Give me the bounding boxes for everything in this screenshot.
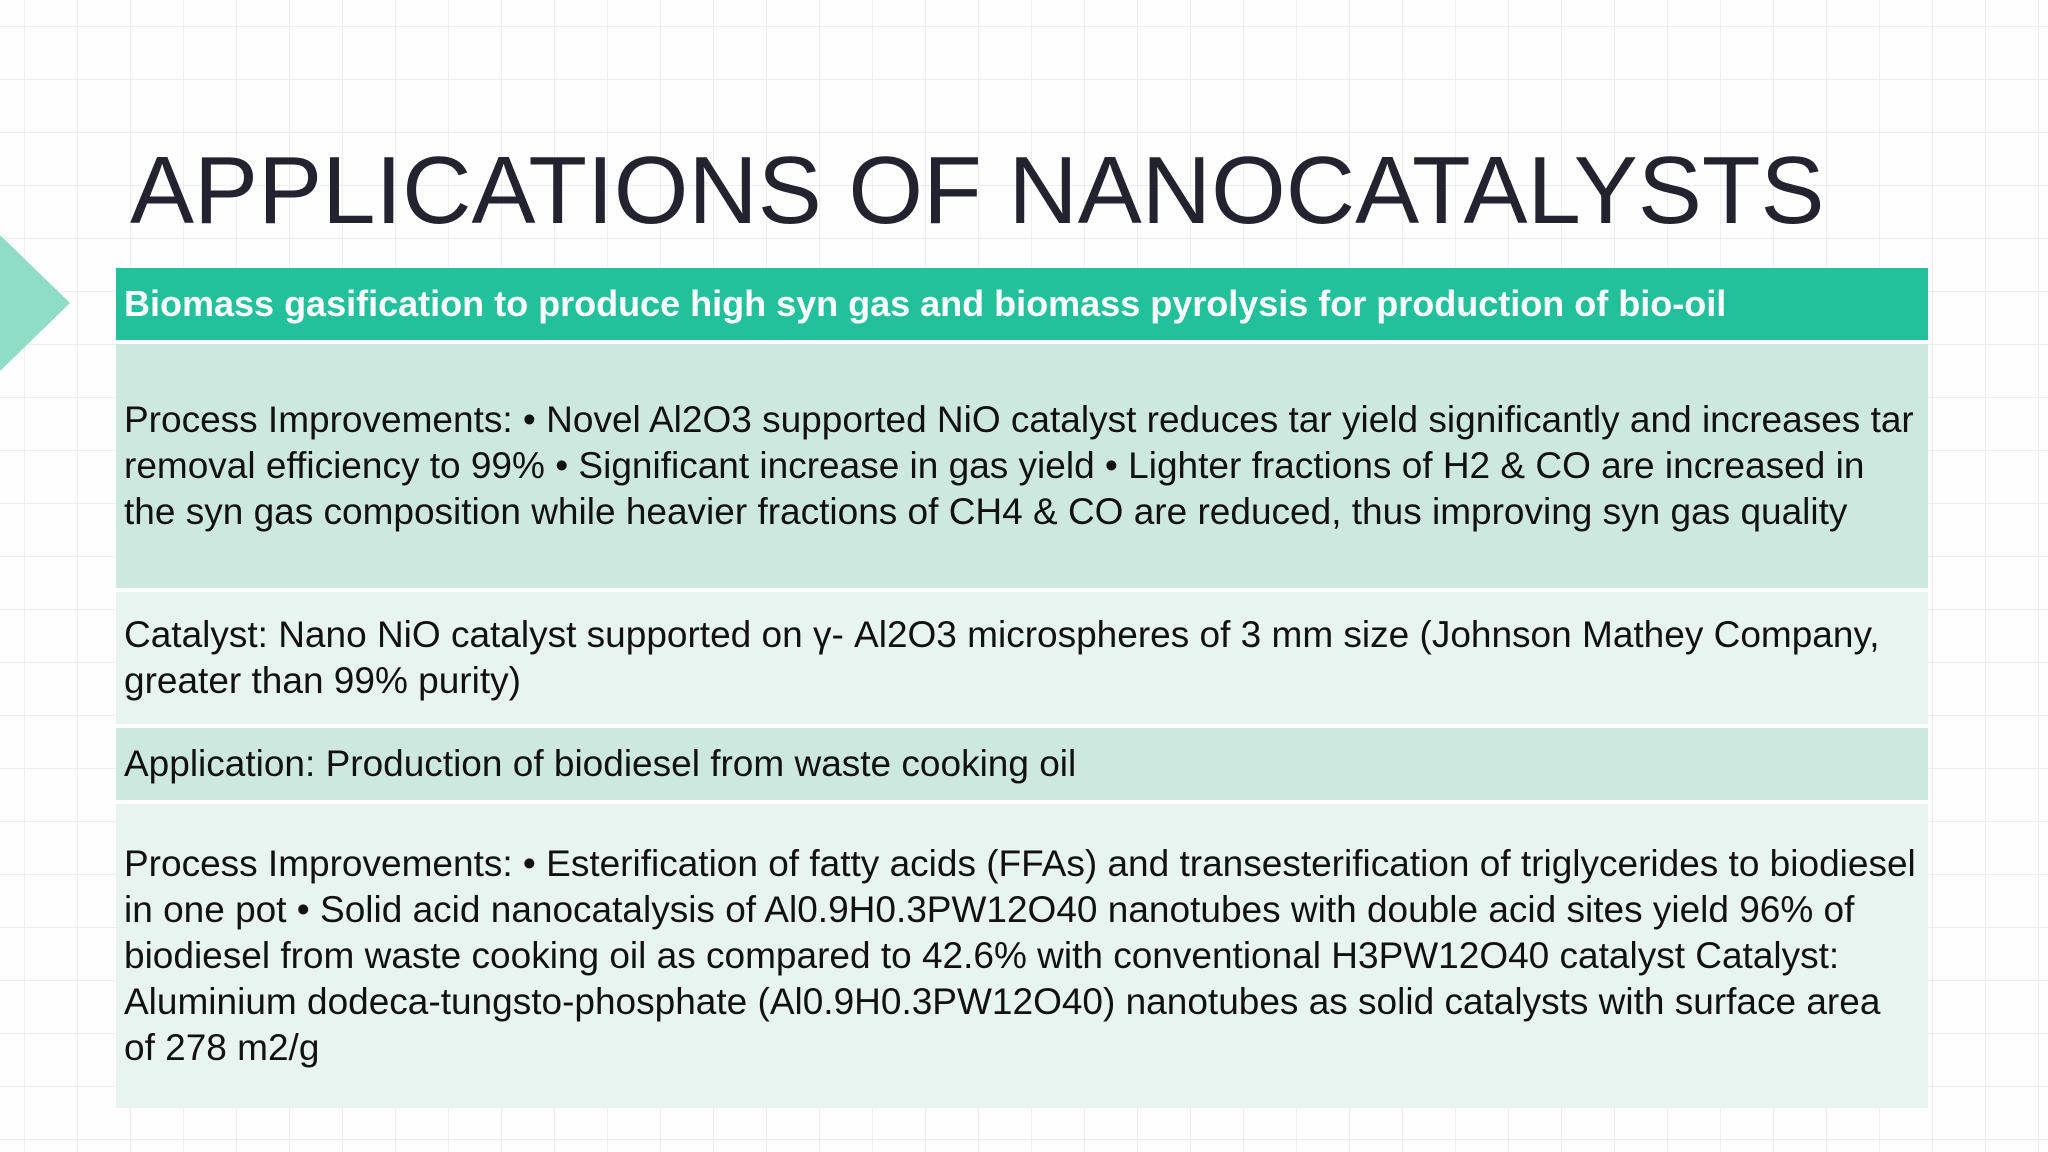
- table-cell-application-biodiesel: Application: Production of biodiesel from waste cooking oil: [124, 743, 1077, 784]
- table-row: [116, 728, 1928, 804]
- table-header-cell: Biomass gasification to produce high syn gas and biomass pyrolysis for production of bio-oil: [124, 283, 1727, 324]
- content-table: [116, 268, 1928, 1108]
- table-header-row: [116, 268, 1928, 344]
- slide-title: APPLICATIONS OF NANOCATALYSTS: [130, 137, 1825, 244]
- accent-arrow-shape: [0, 235, 70, 371]
- table-cell-process-improvements-biodiesel: Process Improvements: • Esterification of fatty acids (FFAs) and transesterification of triglycerides to biodiesel in one pot • Solid acid nanocatalysis of Al0.9H0.3PW12O40 nanotubes with double acid sites yield 96% of biodiesel from waste cooking oil as compared to 42.6% with conventional H3PW12O40 catalyst Catalyst: Aluminium dodeca-tungsto-phosphate (Al0.9H0.3PW12O40) nanotubes as solid catalysts with surface area of 278 m2/g: [124, 843, 1916, 1068]
- table-row: [116, 592, 1928, 728]
- table-cell-catalyst-nio: Catalyst: Nano NiO catalyst supported on γ- Al2O3 microspheres of 3 mm size (Johnson Mathey Company, greater than 99% purity): [124, 614, 1880, 701]
- table-row: [116, 344, 1928, 592]
- table-cell-process-improvements-gasification: Process Improvements: • Novel Al2O3 supported NiO catalyst reduces tar yield significantly and increases tar removal efficiency to 99% • Significant increase in gas yield • Lighter fractions of H2 & CO are increased in the syn gas composition while heavier fractions of CH4 & CO are reduced, thus improving syn gas quality: [124, 399, 1914, 532]
- table-row: [116, 804, 1928, 1108]
